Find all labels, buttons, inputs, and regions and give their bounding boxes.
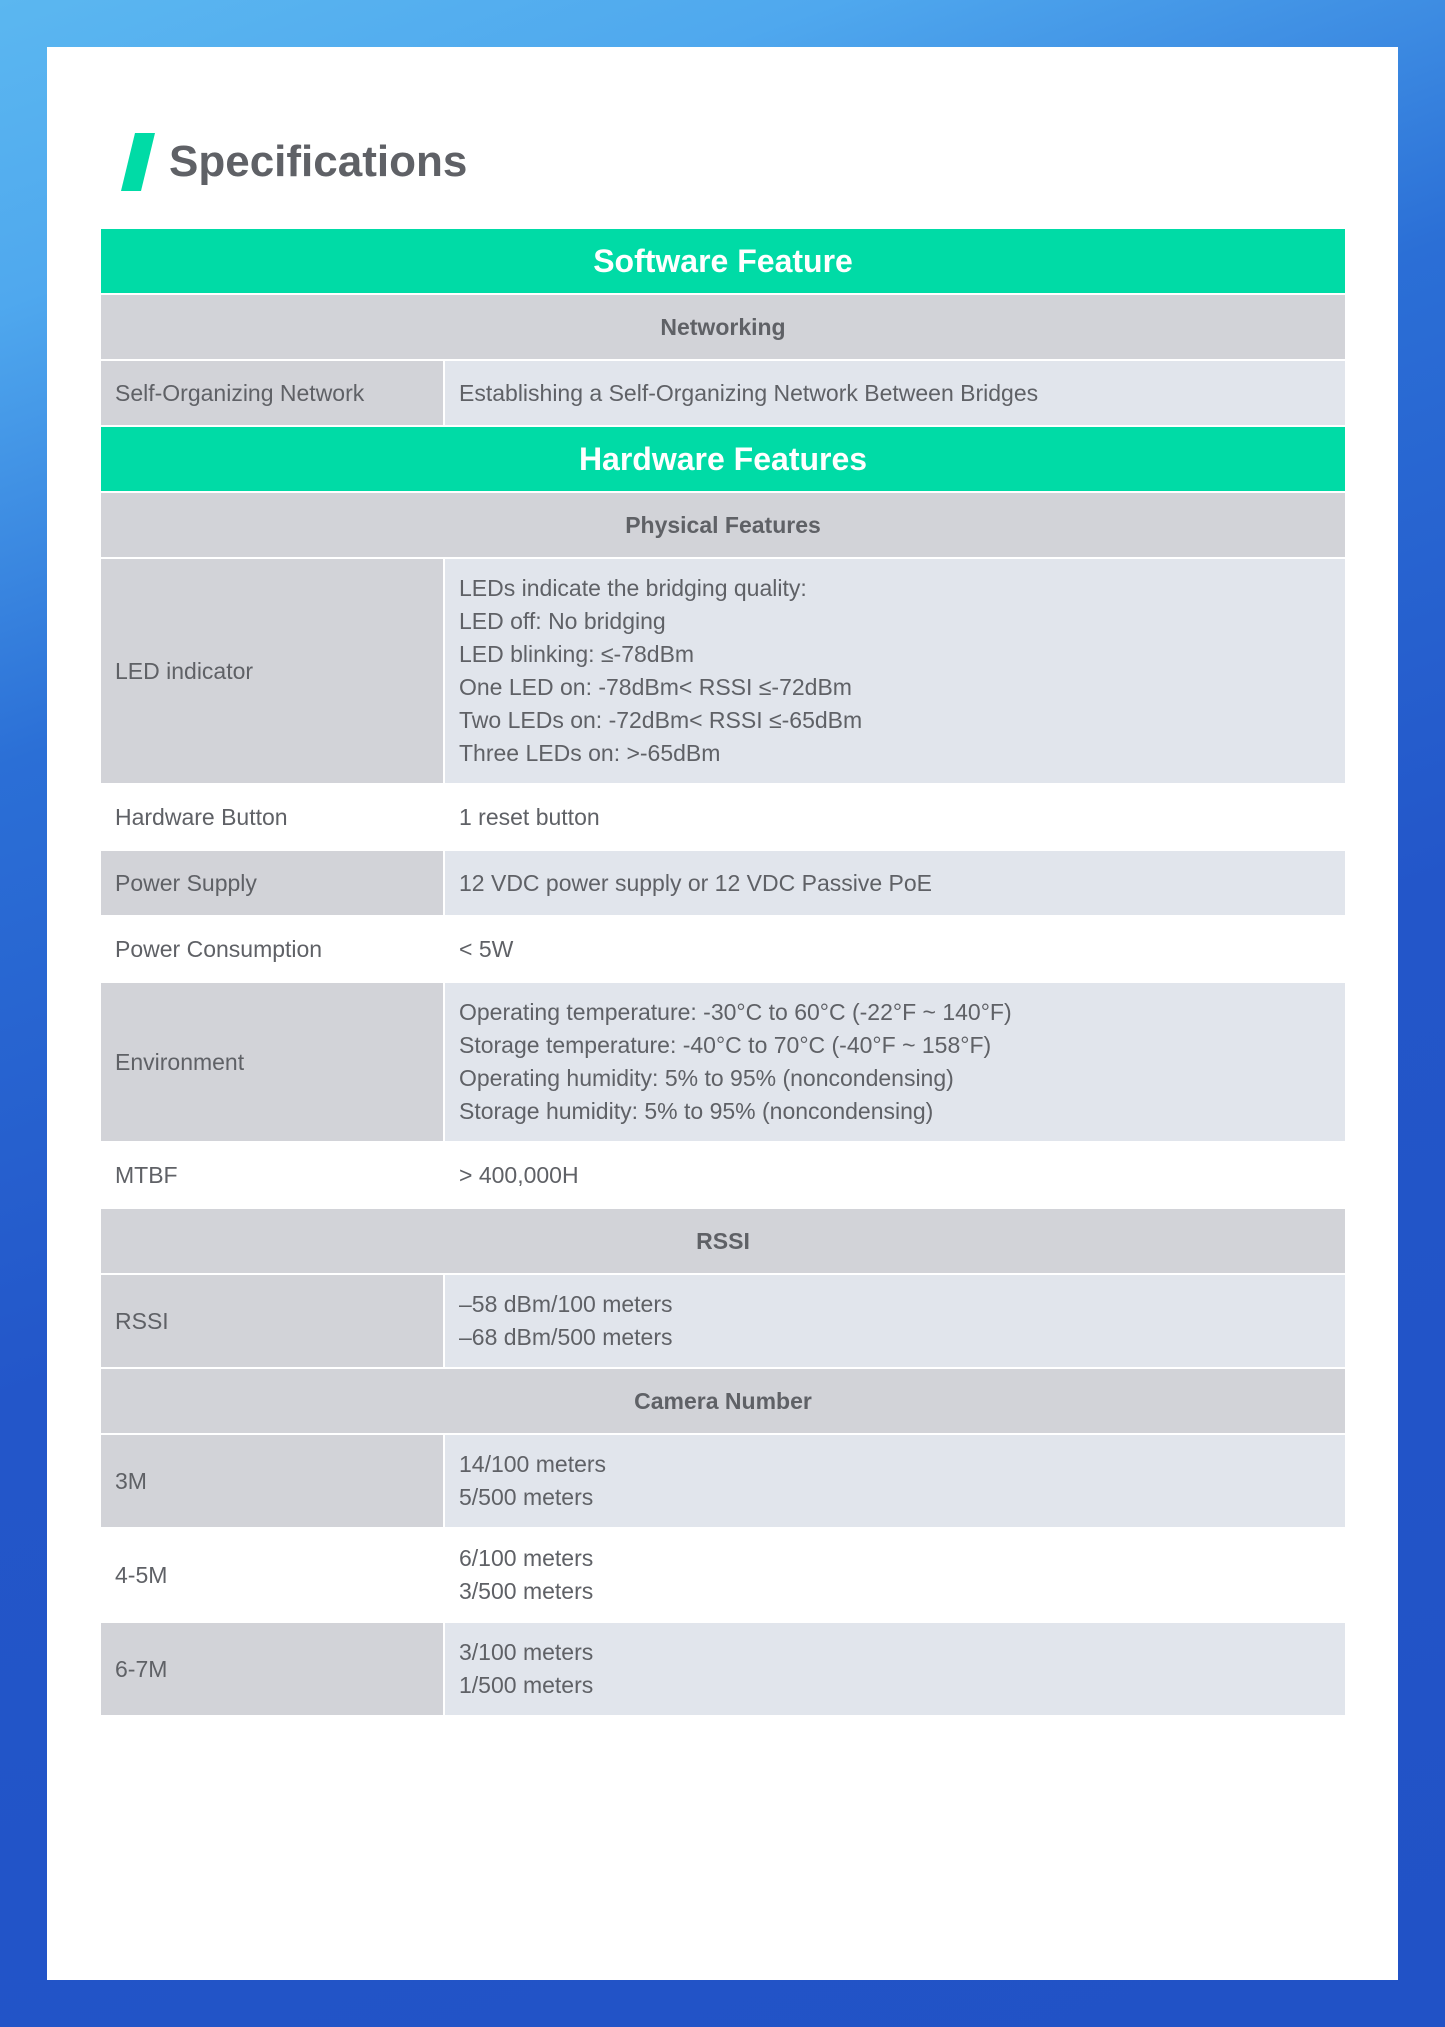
subsection-header-rssi: RSSI [101, 1209, 1345, 1275]
spec-value-line: 3/500 meters [459, 1578, 594, 1604]
page-title: Specifications [169, 137, 468, 186]
spec-value [445, 983, 1345, 1141]
spec-value [445, 1623, 1345, 1715]
page-title-row [121, 127, 467, 197]
spec-value-line: 5/500 meters [459, 1484, 594, 1510]
spec-value-line: > 400,000H [459, 1161, 579, 1188]
spec-table [101, 229, 1345, 1717]
spec-row-mtbf [101, 1143, 1345, 1209]
spec-label: Self-Organizing Network [101, 361, 445, 425]
spec-value-line: 1/500 meters [459, 1672, 594, 1698]
spec-row-4-5m [101, 1529, 1345, 1623]
spec-label: 3M [101, 1435, 445, 1527]
subsection-header-camera-number: Camera Number [101, 1369, 1345, 1435]
spec-value-line: < 5W [459, 935, 514, 962]
spec-value-line: 14/100 meters [459, 1451, 607, 1477]
spec-value [445, 785, 1345, 849]
spec-label: RSSI [101, 1275, 445, 1367]
spec-row-self-organizing-network [101, 361, 1345, 427]
spec-value [445, 559, 1345, 783]
spec-value-line: Two LEDs on: -72dBm< RSSI ≤-65dBm [459, 707, 863, 733]
subsection-header-networking: Networking [101, 295, 1345, 361]
spec-value-line: LED off: No bridging [459, 608, 666, 634]
spec-label: 6-7M [101, 1623, 445, 1715]
spec-value-line: Establishing a Self-Organizing Network Between Bridges [459, 379, 1039, 406]
spec-value-line: Operating temperature: -30°C to 60°C (-22°F ~ 140°F) [459, 999, 1012, 1025]
spec-label: Power Supply [101, 851, 445, 915]
slash-accent-icon [121, 133, 155, 191]
section-header-hardware-features: Hardware Features [101, 427, 1345, 493]
spec-value-line: 3/100 meters [459, 1639, 594, 1665]
spec-value-line: 1 reset button [459, 803, 600, 830]
spec-label: MTBF [101, 1143, 445, 1207]
spec-value-line: 6/100 meters [459, 1545, 594, 1571]
spec-value [445, 1275, 1345, 1367]
spec-label: Hardware Button [101, 785, 445, 849]
spec-row-rssi [101, 1275, 1345, 1369]
spec-page [47, 47, 1398, 1980]
spec-value [445, 851, 1345, 915]
spec-label: 4-5M [101, 1529, 445, 1621]
spec-row-led-indicator [101, 559, 1345, 785]
spec-value-line: LED blinking: ≤-78dBm [459, 641, 695, 667]
spec-row-power-supply [101, 851, 1345, 917]
spec-value [445, 1529, 1345, 1621]
spec-value-line: One LED on: -78dBm< RSSI ≤-72dBm [459, 674, 852, 700]
spec-value-line: LEDs indicate the bridging quality: [459, 575, 807, 601]
spec-value [445, 361, 1345, 425]
spec-value [445, 1435, 1345, 1527]
spec-value [445, 917, 1345, 981]
section-header-software-feature: Software Feature [101, 229, 1345, 295]
spec-value-line: Operating humidity: 5% to 95% (noncondensing) [459, 1065, 954, 1091]
spec-row-3m [101, 1435, 1345, 1529]
spec-value-line: Three LEDs on: >-65dBm [459, 740, 721, 766]
spec-label: Power Consumption [101, 917, 445, 981]
spec-row-6-7m [101, 1623, 1345, 1717]
spec-label: LED indicator [101, 559, 445, 783]
spec-value [445, 1143, 1345, 1207]
spec-row-environment [101, 983, 1345, 1143]
spec-value-line: Storage humidity: 5% to 95% (noncondensing) [459, 1098, 934, 1124]
spec-value-line: –68 dBm/500 meters [459, 1324, 673, 1350]
spec-value-line: Storage temperature: -40°C to 70°C (-40°F ~ 158°F) [459, 1032, 992, 1058]
spec-value-line: 12 VDC power supply or 12 VDC Passive PoE [459, 869, 932, 896]
spec-label: Environment [101, 983, 445, 1141]
spec-value-line: –58 dBm/100 meters [459, 1291, 673, 1317]
spec-row-power-consumption [101, 917, 1345, 983]
subsection-header-physical-features: Physical Features [101, 493, 1345, 559]
spec-row-hardware-button [101, 785, 1345, 851]
